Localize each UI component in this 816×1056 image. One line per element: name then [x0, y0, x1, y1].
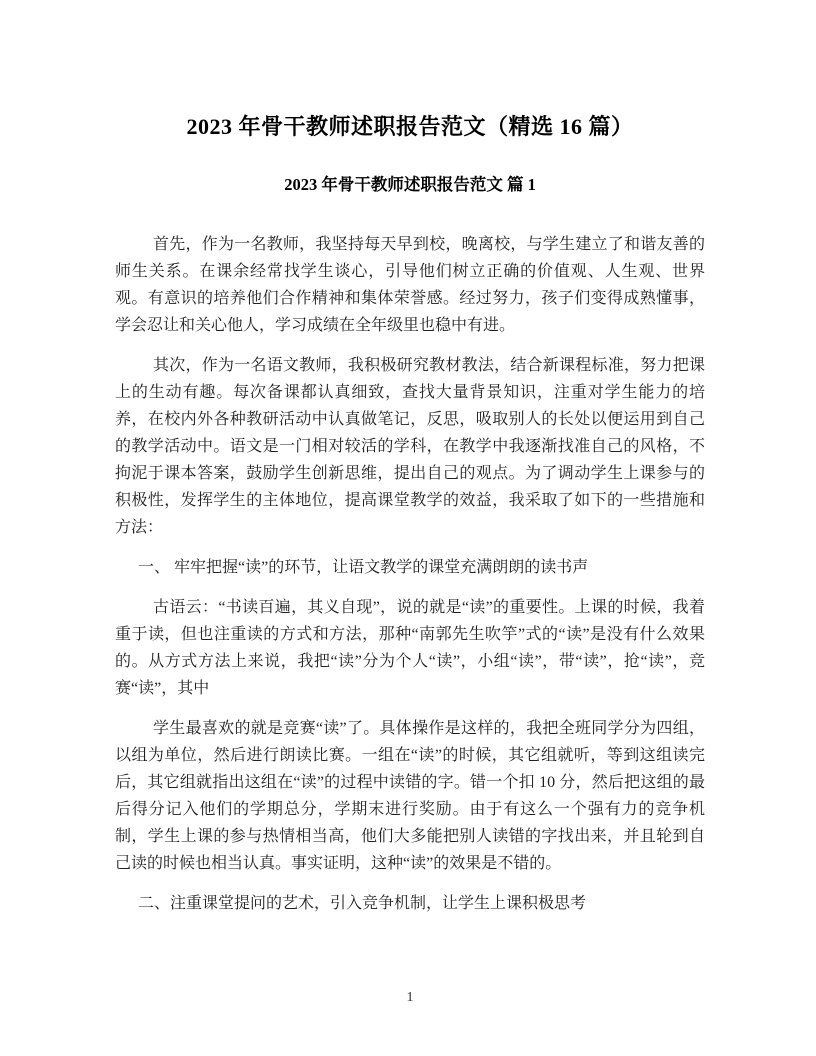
- paragraph-chinese-teacher: 其次，作为一名语文教师，我积极研究教材教法，结合新课程标准，努力把课上的生动有趣。每次备课都认真细致，查找大量背景知识，注重对学生能力的培养，在校内外各种教研活动中认真做笔记，反思，吸取别人的长处以便运用到自己的教学活动中。语文是一门相对较活的学科，在教学中我逐渐找准自己的风格，不拘泥于课本答案，鼓励学生创新思维，提出自己的观点。为了调动学生上课参与的积极性，发挥学生的主体地位，提高课堂教学的效益，我采取了如下的一些措施和方法：: [115, 357, 705, 536]
- paragraph-reading-methods: 古语云：“书读百遍，其义自现”，说的就是“读”的重要性。上课的时候，我着重于读，但也注重读的方式和方法，那种“南郭先生吹竽”式的“读”是没有什么效果的。从方式方法上来说，我把“读”分为个人“读”，小组“读”，带“读”，抢“读”，竞赛“读”，其中: [115, 599, 705, 697]
- page-title: 2023 年骨干教师述职报告范文（精选 16 篇）: [186, 114, 634, 139]
- paragraph-intro-teacher: 首先，作为一名教师，我坚持每天早到校，晚离校，与学生建立了和谐友善的师生关系。在课余经常找学生谈心，引导他们树立正确的价值观、人生观、世界观。有意识的培养他们合作精神和集体荣誉感。经过努力，孩子们变得成熟懂事，学会忍让和关心他人，学习成绩在全年级里也稳中有进。: [115, 236, 705, 334]
- section-title: 2023 年骨干教师述职报告范文 篇 1: [284, 175, 536, 194]
- section-heading-2: 二、注重课堂提问的艺术，引入竞争机制，让学生上课积极思考: [138, 895, 587, 912]
- paragraph-reading-competition: 学生最喜欢的就是竞赛“读”了。具体操作是这样的，我把全班同学分为四组，以组为单位，然后进行朗读比赛。一组在“读”的时候，其它组就听，等到这组读完后，其它组就指出这组在“读”的过程中读错的字。错一个扣 10 分，然后把这组的最后得分记入他们的学期总分，学期末进行奖励。由于有这么一个强有力的竞争机制，学生上课的参与热情相当高，他们大多能把别人读错的字找出来，并且轮到自己读的时候也相当认真。事实证明，这种“读”的效果是不错的。: [115, 720, 705, 872]
- page-number: 1: [406, 990, 414, 1005]
- document-body: [115, 231, 705, 930]
- section-heading-1: 一、 牢牢把握“读”的环节，让语文教学的课堂充满朗朗的读书声: [138, 559, 589, 576]
